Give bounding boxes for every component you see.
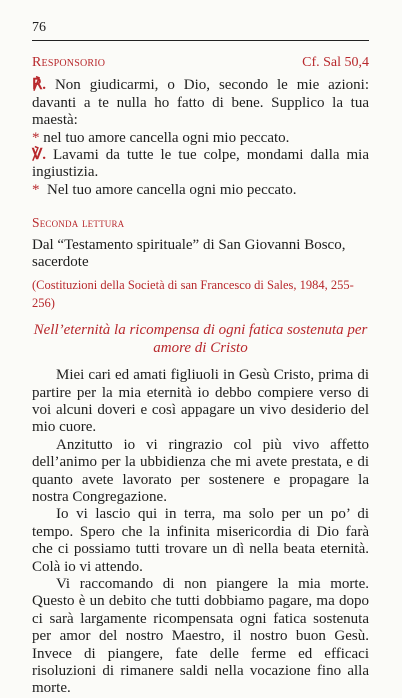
reading-source: (Costituzioni della Società di san Francesco di Sales, 1984, 255-256) xyxy=(32,278,354,310)
versicle-text: Lavami da tutte le tue colpe, mondami dalla mia ingiustizia. xyxy=(32,147,369,181)
page-number: 76 xyxy=(32,20,46,35)
response-symbol: ℟. xyxy=(32,77,47,94)
paragraph: Io vi lascio qui in terra, ma solo per un po’ di tempo. Spero che la infinita misericordia di Dio farà che ci possiamo tutti trovare un dì nella beata eternità. Colà io vi attendo. xyxy=(32,506,369,575)
paragraph: Vi raccomando di non piangere la mia morte. Questo è un debito che tutti dobbiamo pagare, ma dopo ci sarà largamente ricompensata ogni fatica sostenuta per amor del nostro Maestro, il nostro buon Gesù. Invece di piangere, fate delle ferme ed efficaci risoluzioni di rimanere saldi nella vocazione fino alla morte. xyxy=(32,575,369,697)
responsory-title: Responsorio xyxy=(32,55,106,70)
refrain-text: nel tuo amore cancella ogni mio peccato. xyxy=(39,129,290,146)
responsory-versicle xyxy=(32,147,369,182)
header-rule xyxy=(32,40,369,41)
responsory-header xyxy=(32,54,369,71)
paragraph: Miei cari ed amati figliuoli in Gesù Cristo, prima di partire per la mia eternità io debbo compiere verso di voi alcuni doveri e così appagare un vivo desiderio del mio cuore. xyxy=(32,367,369,436)
reading-heading: Nell’eternità la ricompensa di ogni fatica sostenuta per amore di Cristo xyxy=(33,322,368,356)
paragraph: Anzitutto io vi ringrazio col più vivo affetto dell’animo per la ubbidienza che mi avete prestata, e di quanto avete lavorato per sostenere e propagare la nostra Congregazione. xyxy=(32,436,369,505)
responsory-response xyxy=(32,77,369,129)
responsory-reference: Cf. Sal 50,4 xyxy=(302,55,369,70)
asterisk-mark: * xyxy=(32,129,40,146)
responsory-refrain xyxy=(32,130,369,147)
responsory-refrain-repeat xyxy=(32,182,369,199)
reading-body xyxy=(32,367,369,698)
asterisk-mark: * xyxy=(32,181,40,198)
responsory-text xyxy=(32,77,369,199)
reading-label: Seconda lettura xyxy=(32,215,125,231)
response-text: Non giudicarmi, o Dio, secondo le mie azioni: davanti a te nulla ho fatto di bene. Supplico la tua maestà: xyxy=(32,77,369,129)
reading-title: Dal “Testamento spirituale” di San Giovanni Bosco, sacerdote xyxy=(32,236,346,271)
versicle-symbol: ℣. xyxy=(32,147,47,164)
page-content xyxy=(32,54,369,698)
refrain-repeat-text: Nel tuo amore cancella ogni mio peccato. xyxy=(39,181,297,198)
